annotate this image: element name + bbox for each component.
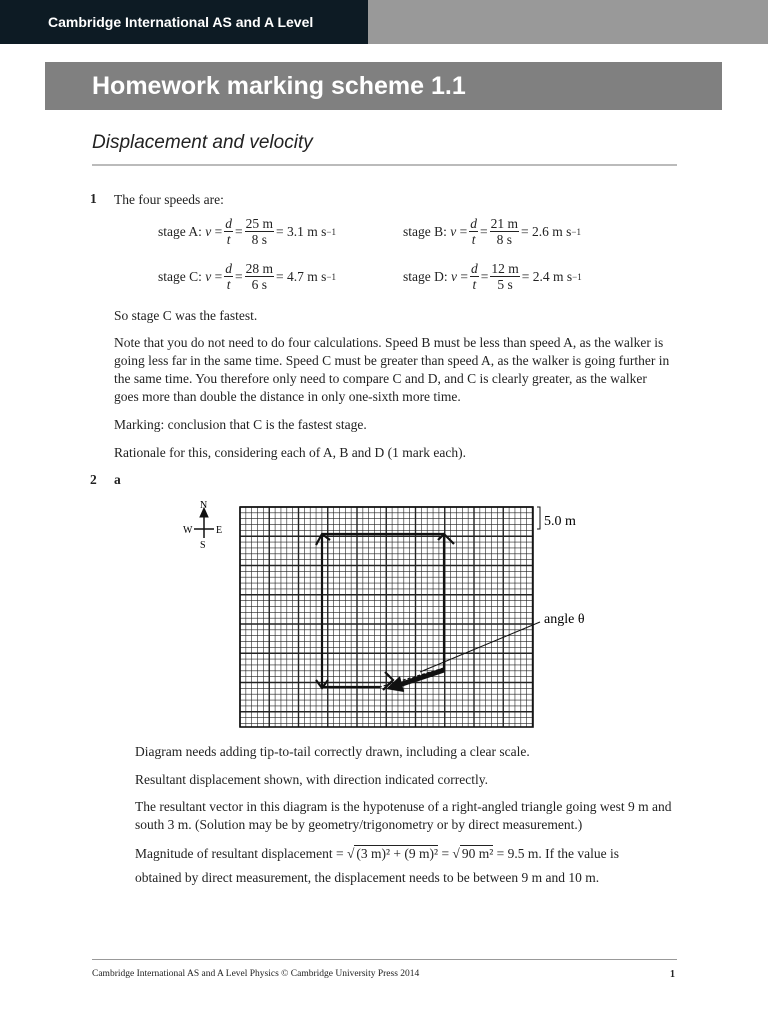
graph-paper-grid	[240, 507, 533, 727]
scale-bracket	[537, 507, 540, 529]
magnitude-equation: Magnitude of resultant displacement = √ (3 m)² + (9 m)² = √ 90 m² = 9.5 m. If the value is	[135, 845, 619, 861]
compass-north: N	[200, 500, 208, 511]
stage-c-equation: stage C: v = $\frac{d}{t}$ = $\frac{28 m}{6 s}$ = 4.7 m s −1	[158, 261, 336, 292]
stage-b-equation: stage B: v = $\frac{d}{t}$ = $\frac{21 m}{8 s}$ = 2.6 m s −1	[403, 216, 581, 247]
footer-divider	[92, 959, 677, 960]
q1-marking: Marking: conclusion that C is the fastest stage.	[114, 417, 367, 432]
question-2-part: a	[114, 472, 121, 487]
page-title: Homework marking scheme 1.1	[45, 62, 722, 110]
q2-line-1: Diagram needs adding tip-to-tail correctly drawn, including a clear scale.	[135, 744, 530, 759]
page-number: 1	[670, 969, 675, 980]
compass-south: S	[200, 540, 206, 551]
angle-label: angle θ	[544, 612, 585, 627]
book-title: Cambridge International AS and A Level	[0, 0, 368, 44]
stage-label: stage C:	[158, 268, 202, 284]
scale-label: 5.0 m	[544, 514, 576, 529]
stage-a-equation: stage A: v = $\frac{d}{t}$ = $\frac{25 m}{8 s}$ = 3.1 m s −1	[158, 216, 336, 247]
compass-icon	[194, 508, 214, 538]
footer-copyright: Cambridge International AS and A Level Physics © Cambridge University Press 2014	[92, 969, 420, 979]
stage-label: stage A:	[158, 223, 202, 239]
q2-line-3: The resultant vector in this diagram is the hypotenuse of a right-angled triangle going west 9 m and south 3 m. (Solution may be by geometry/trigonometry or by direct measurement.)	[135, 799, 672, 832]
q2-line-2: Resultant displacement shown, with direction indicated correctly.	[135, 772, 489, 787]
compass-east: E	[216, 525, 223, 536]
q1-note: Note that you do not need to do four calculations. Speed B must be less than speed A, as the walker is going less far in the same time. Speed C must be greater than speed A, as the walker is going further in the same time. You therefore only need to compare C and D, and C is clearly greater, as the walker goes more than double the distance in only one-sixth more time.	[114, 335, 670, 404]
q1-intro: The four speeds are:	[114, 192, 224, 207]
question-1-number: 1	[90, 191, 97, 206]
q1-rationale: Rationale for this, considering each of A, B and D (1 mark each).	[114, 445, 467, 460]
compass-west: W	[183, 525, 193, 536]
stage-label: stage D:	[403, 268, 448, 284]
magnitude-continuation: obtained by direct measurement, the displacement needs to be between 9 m and 10 m.	[135, 870, 600, 885]
section-subtitle: Displacement and velocity	[92, 132, 313, 153]
stage-d-equation: stage D: v = $\frac{d}{t}$ = $\frac{12 m}{5 s}$ = 2.4 m s −1	[403, 261, 582, 292]
stage-label: stage B:	[403, 223, 447, 239]
q1-conclusion: So stage C was the fastest.	[114, 308, 258, 323]
question-2-number: 2	[90, 472, 97, 487]
